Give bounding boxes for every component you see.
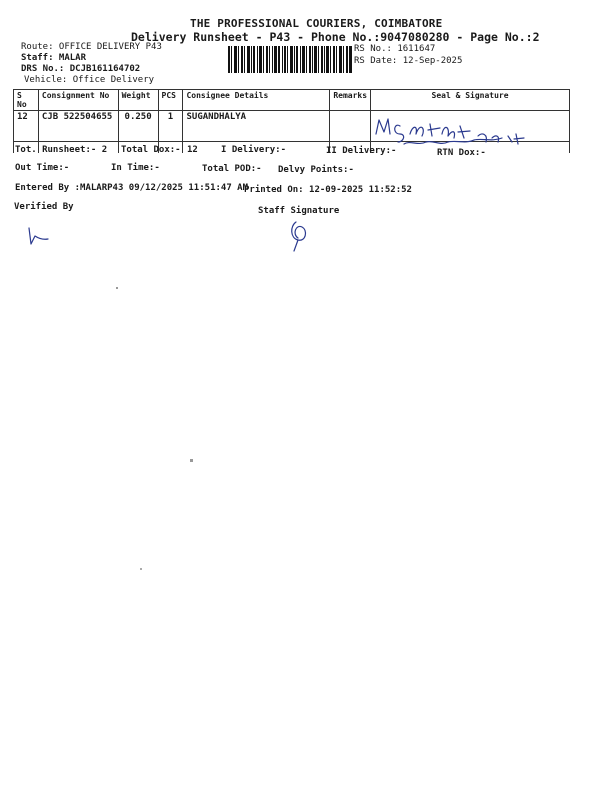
staff-signature-label: Staff Signature <box>258 206 340 216</box>
row-consignment: CJB 522504655 <box>38 111 118 154</box>
barcode-image <box>228 46 352 73</box>
column-header: Weight <box>118 90 158 111</box>
entered-by: Entered By :MALARP43 09/12/2025 11:51:47 AM <box>15 183 248 193</box>
column-header: PCS <box>158 90 183 111</box>
in-time: In Time:- <box>111 163 160 173</box>
runsheet-title: Delivery Runsheet - P43 - Phone No.:9047080280 - Page No.:2 <box>131 30 540 44</box>
company-title: THE PROFESSIONAL COURIERS, COIMBATORE <box>190 17 443 30</box>
ii-delivery: II Delivery:- <box>326 146 397 156</box>
delvy-points: Delvy Points:- <box>278 165 354 175</box>
staff-text: Staff: MALAR <box>21 53 87 63</box>
printed-on: Printed On: 12-09-2025 11:52:52 <box>244 185 412 195</box>
column-header: S No <box>14 90 39 111</box>
verified-by-label: Verified By <box>14 202 74 212</box>
staff-signature <box>284 218 314 254</box>
verifier-signature <box>24 224 54 248</box>
i-delivery: I Delivery:- <box>221 145 287 155</box>
scan-speck <box>116 287 118 289</box>
table-header-row <box>14 90 570 111</box>
row-consignee: SUGANDHALYA <box>183 111 330 154</box>
row-sno: 12 <box>14 111 39 154</box>
rs-number: RS No.: 1611647 <box>354 44 436 54</box>
rs-date: RS Date: 12-Sep-2025 <box>354 56 463 66</box>
route-text: Route: OFFICE DELIVERY P43 <box>21 42 162 52</box>
row-weight: 0.250 <box>118 111 158 154</box>
total-pod: Total POD:- <box>202 164 262 174</box>
column-header: Remarks <box>330 90 371 111</box>
total-dox-label: Total Dox:- <box>121 145 181 155</box>
row-pcs: 1 <box>158 111 183 154</box>
total-dox-value: 12 <box>187 145 198 155</box>
scan-speck <box>140 568 142 570</box>
recipient-signature <box>370 112 550 152</box>
column-header: Seal & Signature <box>371 90 570 111</box>
vehicle-text: Vehicle: Office Delivery <box>24 75 155 85</box>
scan-speck <box>190 459 193 462</box>
tot-runsheet: Tot. Runsheet:- 2 <box>15 145 108 155</box>
rtn-dox: RTN Dox:- <box>437 148 486 158</box>
drs-number: DRS No.: DCJB161164702 <box>21 64 141 74</box>
column-header: Consignee Details <box>183 90 330 111</box>
out-time: Out Time:- <box>15 163 70 173</box>
column-header: Consignment No <box>38 90 118 111</box>
